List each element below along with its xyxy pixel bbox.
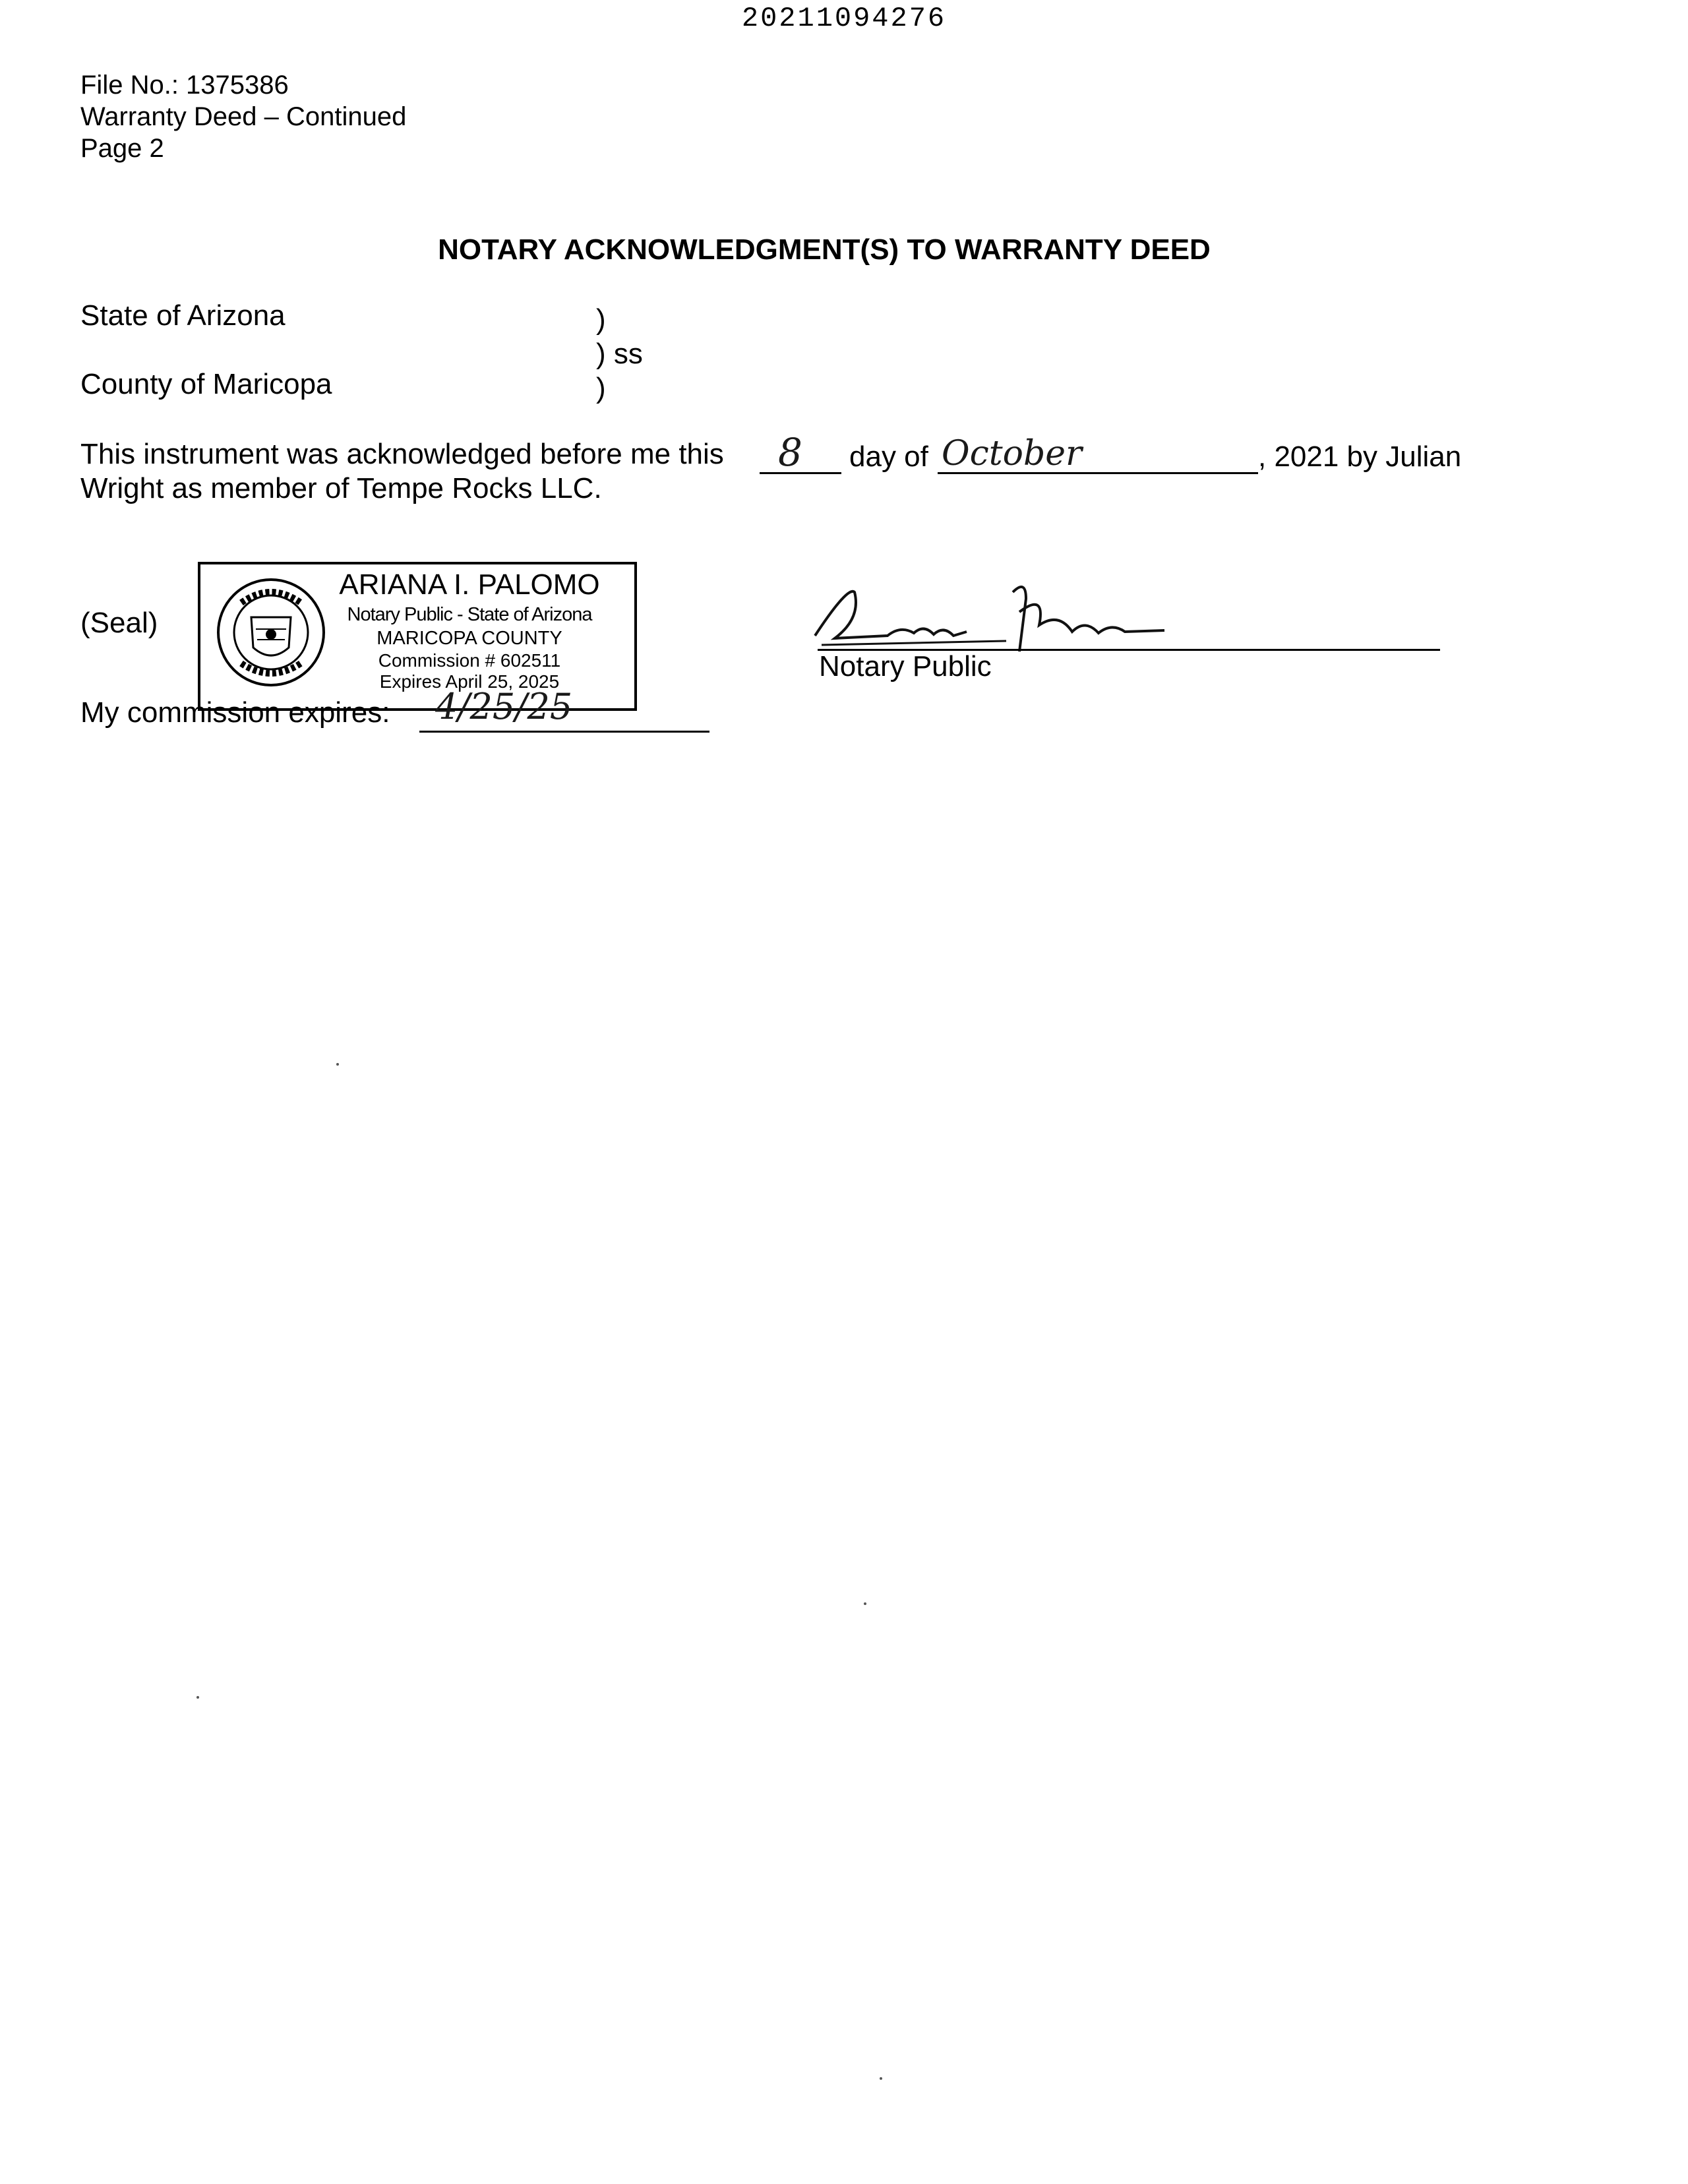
scan-speck: [196, 1696, 199, 1699]
scan-speck: [880, 2077, 882, 2080]
stamp-county: MARICOPA COUNTY: [377, 628, 562, 649]
venue-paren-ss: ) ss: [596, 338, 643, 370]
month-value: October: [942, 434, 1082, 473]
acknowledgment-text-1: This instrument was acknowledged before me this: [80, 438, 724, 470]
notary-public-label: Notary Public: [819, 650, 992, 682]
commission-expires-label: My commission expires:: [80, 696, 390, 729]
recording-number: 20211094276: [741, 3, 947, 34]
commission-expires-line: [419, 731, 709, 733]
acknowledgment-text-2: day of: [849, 440, 928, 473]
page-number: Page 2: [80, 134, 164, 163]
stamp-title: Notary Public - State of Arizona: [347, 604, 592, 625]
venue-paren-3: ): [596, 372, 606, 404]
venue-paren-1: ): [596, 303, 606, 336]
day-value: 8: [778, 430, 802, 475]
venue-state: State of Arizona: [80, 299, 286, 332]
acknowledgment-text-4: Wright as member of Tempe Rocks LLC.: [80, 472, 602, 504]
seal-label: (Seal): [80, 607, 158, 639]
stamp-name: ARIANA I. PALOMO: [339, 568, 600, 601]
file-number: File No.: 1375386: [80, 71, 289, 100]
scan-speck: [864, 1602, 866, 1605]
state-seal-icon: [215, 576, 327, 688]
document-subtitle: Warranty Deed – Continued: [80, 102, 407, 131]
commission-expires-value: 4/25/25: [435, 686, 573, 727]
stamp-commission: Commission # 602511: [378, 650, 561, 671]
acknowledgment-text-3: , 2021 by Julian: [1258, 440, 1462, 473]
document-title: NOTARY ACKNOWLEDGMENT(S) TO WARRANTY DEED: [438, 233, 1211, 266]
scan-speck: [336, 1063, 339, 1066]
stamp-expires: Expires April 25, 2025: [379, 671, 560, 692]
venue-county: County of Maricopa: [80, 368, 332, 400]
